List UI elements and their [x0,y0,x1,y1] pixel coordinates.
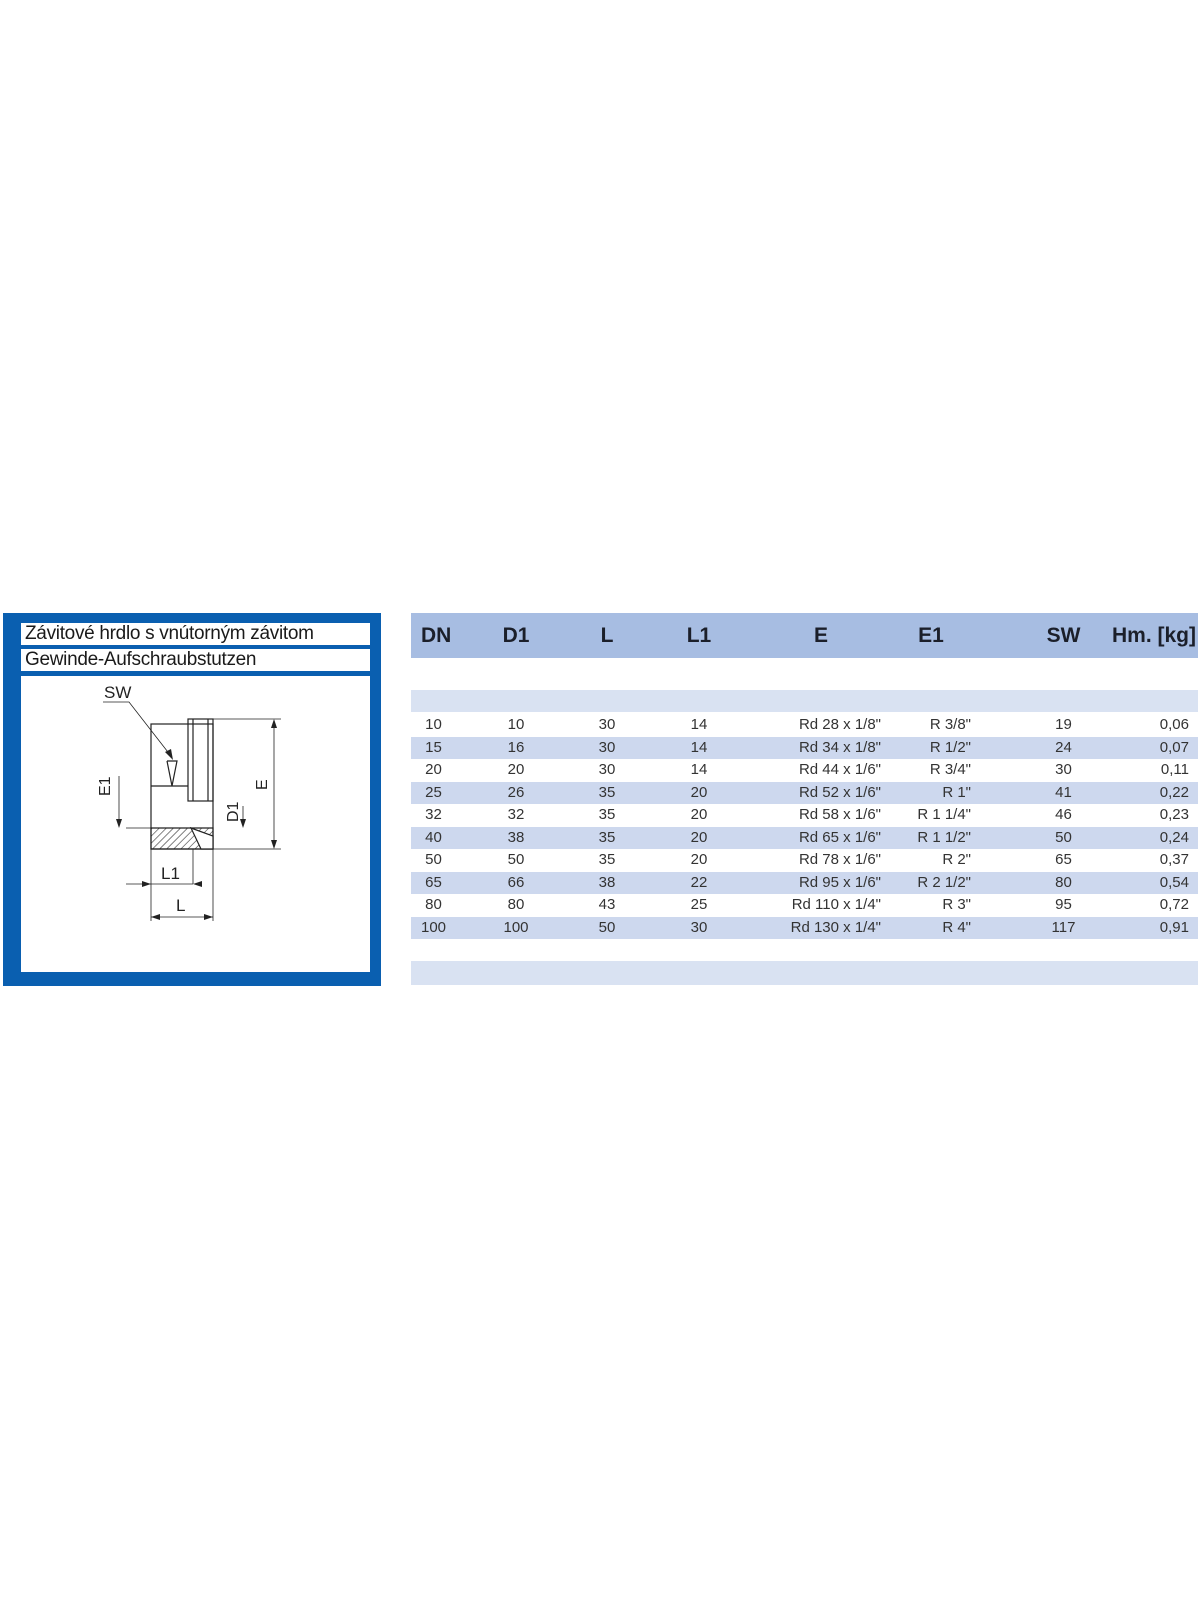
cell-sw: 46 [1055,806,1072,823]
cell-l1: 20 [690,828,708,846]
cell-e: Rd 110 x 1/4" [791,896,881,913]
cell-dn: 80 [425,896,442,913]
cell-l: 35 [598,828,616,846]
cell-e: Rd 28 x 1/8" [798,716,881,733]
thread-section [188,719,213,801]
cell-dn: 65 [425,873,442,891]
cell-e1: R 4" [942,918,971,936]
cell-e: Rd 58 x 1/6" [798,806,881,823]
cell-l: 30 [598,761,616,778]
cell-d1: 10 [507,716,525,733]
cell-l1: 22 [690,873,708,891]
product-title-de: Gewinde-Aufschraubstutzen [21,649,370,671]
cell-e1: R 2" [942,851,971,868]
cell-sw: 117 [1051,918,1076,936]
cell-weight: 0,23 [1159,806,1189,823]
cell-l1: 25 [690,896,708,913]
cell-weight: 0,11 [1160,761,1189,778]
cell-e: Rd 34 x 1/8" [798,738,881,756]
cell-e: Rd 78 x 1/6" [798,851,881,868]
cell-e: Rd 65 x 1/6" [798,828,881,846]
cell-e: Rd 95 x 1/6" [798,873,881,891]
table-band-top [411,690,1198,712]
table-band-bottom [411,961,1198,985]
header-l: L [600,624,614,647]
cell-e1: R 1" [942,783,971,801]
cell-l: 30 [598,716,616,733]
cell-d1: 16 [507,738,525,756]
technical-drawing [21,676,370,972]
cell-weight: 0,91 [1159,918,1189,936]
cell-sw: 24 [1055,738,1072,756]
cell-l1: 20 [690,851,708,868]
cell-e: Rd 52 x 1/6" [798,783,881,801]
cell-l: 30 [598,738,616,756]
header-l1: L1 [686,624,712,647]
dimensions-table [411,613,1198,985]
table-row [411,737,1198,759]
cell-l: 35 [598,783,616,801]
cell-l1: 14 [690,716,708,733]
cell-d1: 80 [507,896,525,913]
cell-d1: 32 [507,806,525,823]
cell-dn: 10 [425,716,442,733]
cell-dn: 50 [425,851,442,868]
cell-l: 38 [598,873,616,891]
label-e: E [254,779,271,790]
cell-d1: 20 [507,761,525,778]
header-e: E [813,624,828,647]
cell-sw: 65 [1055,851,1072,868]
cell-weight: 0,37 [1159,851,1189,868]
cell-sw: 95 [1055,896,1072,913]
cell-d1: 66 [507,873,525,891]
cell-d1: 26 [507,783,525,801]
cell-l: 35 [598,806,616,823]
table-header [411,613,1198,658]
cell-sw: 50 [1055,828,1072,846]
cell-dn: 15 [425,738,442,756]
table-row [411,894,1198,916]
header-e1: E1 [918,624,944,647]
table-row [411,849,1198,871]
cell-dn: 20 [425,761,442,778]
table-row [411,714,1198,736]
label-l1: L1 [161,864,180,883]
label-e1: E1 [97,776,114,796]
table-row [411,917,1198,939]
cell-dn: 40 [425,828,442,846]
product-title-cz: Závitové hrdlo s vnútorným závitom [21,623,370,645]
cell-weight: 0,22 [1159,783,1189,801]
cell-d1: 38 [507,828,525,846]
label-l: L [176,896,186,915]
table-row [411,872,1198,894]
label-sw: SW [104,683,132,702]
cell-l1: 14 [690,761,708,778]
drawing-svg [21,676,370,972]
cell-d1: 50 [507,851,525,868]
cell-l1: 14 [690,738,708,756]
cell-d1: 100 [503,918,529,936]
table-row [411,782,1198,804]
cell-sw: 41 [1055,783,1072,801]
cell-e1: R 1/2" [929,738,971,756]
cell-sw: 30 [1055,761,1072,778]
cell-e1: R 1 1/2" [917,828,971,846]
cell-l: 50 [598,918,616,936]
cell-weight: 0,54 [1159,873,1189,891]
label-d1: D1 [225,801,242,822]
cell-l: 43 [598,896,616,913]
cell-e1: R 1 1/4" [917,806,971,823]
product-panel [3,613,381,986]
cell-e: Rd 130 x 1/4" [790,918,881,936]
cell-e: Rd 44 x 1/6" [798,761,881,778]
header-d1: D1 [502,624,530,647]
table-row [411,804,1198,826]
cell-weight: 0,72 [1159,896,1189,913]
cell-l1: 20 [690,783,708,801]
cell-dn: 100 [420,918,447,936]
cell-e1: R 3" [942,896,971,913]
table-row [411,759,1198,781]
cell-dn: 25 [425,783,442,801]
header-sw: SW [1046,624,1081,647]
table-row [411,827,1198,849]
header-weight: Hm. [kg] [1112,624,1196,647]
cell-l1: 20 [690,806,708,823]
cell-dn: 32 [425,806,442,823]
cell-l1: 30 [690,918,708,936]
cell-weight: 0,07 [1159,738,1189,756]
cell-e1: R 3/8" [929,716,971,733]
cell-e1: R 3/4" [929,761,971,778]
cell-sw: 19 [1055,716,1072,733]
cell-sw: 80 [1055,873,1072,891]
cell-l: 35 [598,851,616,868]
cell-e1: R 2 1/2" [917,873,971,891]
cell-weight: 0,24 [1159,828,1189,846]
header-dn: DN [421,624,452,647]
cell-weight: 0,06 [1159,716,1189,733]
